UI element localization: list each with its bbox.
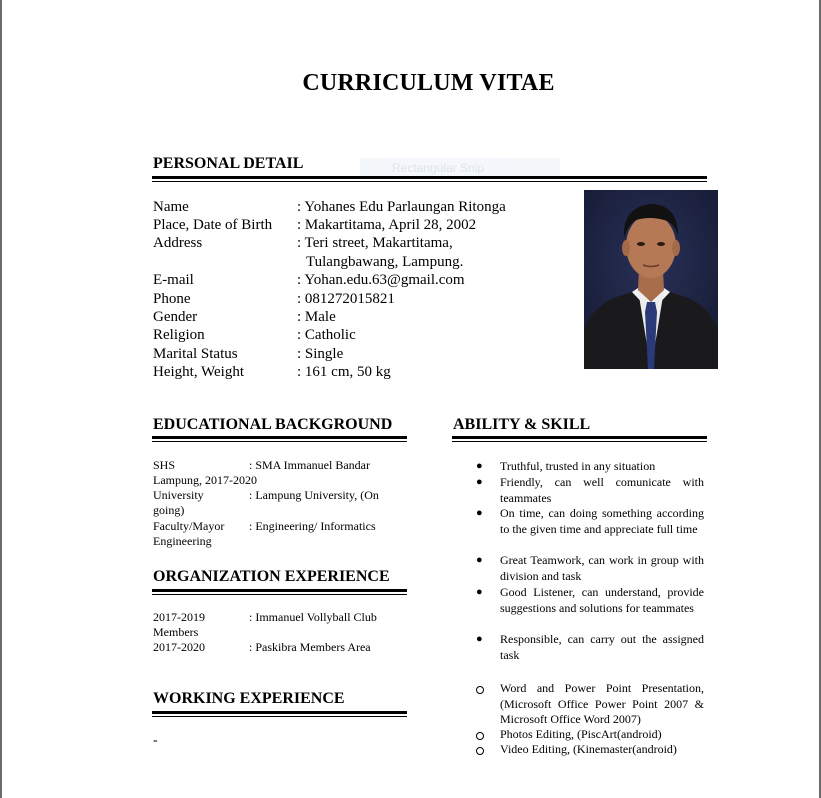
skill-item: Responsible, can carry out the assigned task [500,632,704,662]
label-marital: Marital Status [153,346,238,362]
value-gender: : Male [297,309,336,325]
value-height-weight: : 161 cm, 50 kg [297,364,391,380]
value-name: : Yohanes Edu Parlaungan Ritonga [297,199,506,215]
value-address-line2: Tulangbawang, Lampung. [306,254,464,270]
section-education: EDUCATIONAL BACKGROUND [153,416,393,433]
personal-rule [152,176,707,182]
edu-university-label: University [153,488,204,502]
snip-overlay: Rectangular Snip [360,158,560,178]
section-ability: ABILITY & SKILL [453,416,591,433]
skill-item: Good Listener, can understand, provide suggestions and solutions for teammates [500,585,704,615]
skill-item: Friendly, can well comunicate with teammates [500,475,704,505]
label-name: Name [153,199,189,215]
org-period-1: 2017-2019 [153,610,205,624]
working-rule [152,711,407,717]
working-content: - [153,733,158,748]
page-title: CURRICULUM VITAE [302,70,555,96]
edu-faculty-label: Faculty/Mayor [153,519,225,533]
section-organization: ORGANIZATION EXPERIENCE [153,568,390,585]
circle-bullet-icon [476,686,484,694]
education-rule [152,436,407,442]
label-religion: Religion [153,327,205,343]
value-email: : Yohan.edu.63@gmail.com [297,272,465,288]
section-working: WORKING EXPERIENCE [153,690,345,707]
bullet-icon: ● [476,507,483,519]
bullet-icon: ● [476,633,483,645]
edu-university-cont: going) [153,503,185,517]
ability-item: Video Editing, (Kinemaster(android) [500,742,677,756]
ability-rule [452,436,707,442]
profile-photo [584,190,718,369]
label-birth: Place, Date of Birth [153,217,273,233]
edu-shs-value: : SMA Immanuel Bandar [249,458,370,472]
label-address: Address [153,235,203,251]
circle-bullet-icon [476,732,484,740]
bullet-icon: ● [476,476,483,488]
label-gender: Gender [153,309,198,325]
edu-faculty-value: : Engineering/ Informatics [249,519,376,533]
ability-item: Photos Editing, (PiscArt(android) [500,727,662,741]
value-marital: : Single [297,346,344,362]
value-phone: : 081272015821 [297,291,395,307]
org-name-1: : Immanuel Vollyball Club [249,610,377,624]
person-portrait-icon [584,190,718,369]
ability-item: Word and Power Point Presentation, (Microsoft Office Power Point 2007 & Microsoft Office Word 2007) [500,681,704,726]
edu-faculty-cont: Engineering [153,534,212,548]
circle-bullet-icon [476,747,484,755]
org-role-1: Members [153,625,199,639]
edu-shs-cont: Lampung, 2017-2020 [153,473,257,487]
edu-university-value: : Lampung University, (On [249,488,379,502]
edu-shs-label: SHS [153,458,176,472]
value-birth: : Makartitama, April 28, 2002 [297,217,477,233]
skill-item: Truthful, trusted in any situation [500,459,656,473]
label-phone: Phone [153,291,191,307]
bullet-icon: ● [476,554,483,566]
label-email: E-mail [153,272,194,288]
value-religion: : Catholic [297,327,356,343]
label-height-weight: Height, Weight [153,364,245,380]
value-address-line1: : Teri street, Makartitama, [297,235,453,251]
bullet-icon: ● [476,460,483,472]
page-edge-left [0,0,2,798]
organization-rule [152,589,407,595]
bullet-icon: ● [476,586,483,598]
section-personal-detail: PERSONAL DETAIL [153,155,304,172]
skill-item: Great Teamwork, can work in group with division and task [500,553,704,583]
skill-item: On time, can doing something according to the given time and appreciate full time [500,506,704,536]
org-name-2: : Paskibra Members Area [249,640,371,654]
org-period-2: 2017-2020 [153,640,205,654]
